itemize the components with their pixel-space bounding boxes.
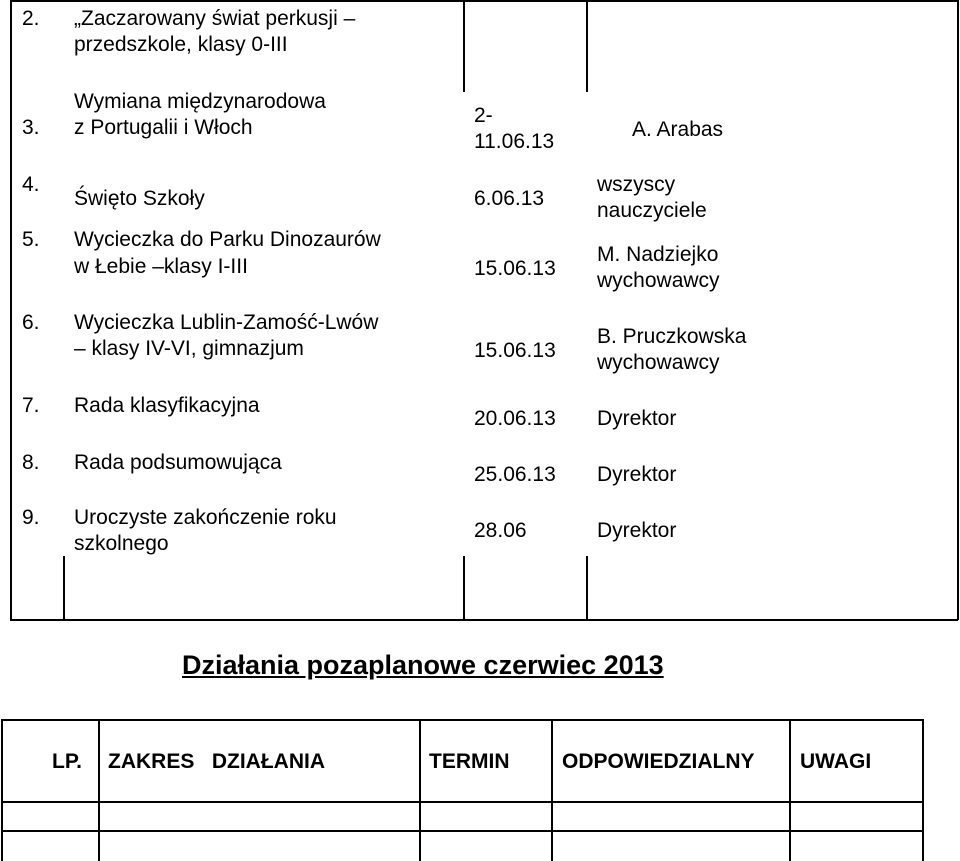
row-lp: 8. (22, 451, 40, 474)
row-lp: 7. (22, 394, 40, 417)
row-lp: 6. (22, 311, 40, 334)
row-lp: 3. (22, 116, 40, 139)
row-termin: 11.06.13 (474, 130, 555, 153)
table1-top-border (10, 0, 958, 2)
row-odp: wychowawcy (597, 351, 720, 374)
row-zakres: szkolnego (74, 532, 169, 555)
table2-col-divider-3 (551, 719, 553, 861)
row-odp: Dyrektor (597, 407, 677, 430)
row-lp: 2. (22, 7, 40, 30)
header-lp: LP. (52, 750, 82, 773)
row-termin: 15.06.13 (474, 339, 556, 362)
table2-col-divider-4 (789, 719, 791, 861)
row-zakres: Wycieczka do Parku Dinozaurów (74, 228, 381, 251)
table2-col-divider-1 (98, 719, 100, 861)
row-zakres: Rada klasyfikacyjna (74, 394, 260, 417)
row-zakres: Rada podsumowująca (74, 451, 282, 474)
table2-left-border (1, 719, 3, 861)
row-odp: wychowawcy (597, 269, 720, 292)
table2-row-divider (1, 830, 923, 832)
row-termin: 25.06.13 (474, 463, 556, 486)
row-odp: Dyrektor (597, 519, 677, 542)
row-termin: 15.06.13 (474, 257, 556, 280)
table1-left-border (10, 0, 12, 620)
row-termin: 28.06 (474, 519, 527, 542)
row-odp: Dyrektor (597, 463, 677, 486)
row-termin: 20.06.13 (474, 407, 556, 430)
row-termin: 2- (474, 104, 493, 127)
row-termin: 6.06.13 (474, 187, 545, 210)
row-zakres: przedszkole, klasy 0-III (74, 33, 288, 56)
table1-col-divider-2 (463, 0, 465, 92)
table1-col-divider-1 (63, 556, 65, 620)
header-uwagi: UWAGI (800, 750, 872, 773)
table2-header-bottom (1, 801, 923, 803)
row-zakres: Wymiana międzynarodowa (74, 90, 326, 113)
row-zakres: – klasy IV-VI, gimnazjum (74, 337, 304, 360)
table1-bottom-border (10, 619, 958, 621)
table1-col-divider-2b (463, 556, 465, 620)
table1-right-border (957, 0, 959, 620)
row-odp: A. Arabas (632, 118, 724, 141)
section-title: Działania pozaplanowe czerwiec 2013 (182, 650, 664, 680)
header-termin: TERMIN (429, 750, 510, 773)
row-odp: wszyscy (597, 173, 676, 196)
row-lp: 9. (22, 506, 40, 529)
row-zakres: Uroczyste zakończenie roku (74, 506, 337, 529)
row-zakres: „Zaczarowany świat perkusji – (74, 7, 356, 30)
table1-col-divider-3 (586, 0, 588, 92)
row-zakres: Święto Szkoły (74, 187, 205, 210)
row-odp: nauczyciele (597, 199, 707, 222)
header-odpowiedzialny: ODPOWIEDZIALNY (562, 750, 755, 773)
row-zakres: z Portugalii i Włoch (74, 116, 253, 139)
row-zakres: Wycieczka Lublin-Zamość-Lwów (74, 311, 379, 334)
table2-right-border (922, 719, 924, 861)
table2-top-border (1, 719, 923, 721)
table2-col-divider-2 (419, 719, 421, 861)
row-lp: 5. (22, 228, 40, 251)
row-zakres: w Łebie –klasy I-III (74, 255, 248, 278)
table1-col-divider-3b (586, 556, 588, 620)
row-odp: B. Pruczkowska (597, 325, 747, 348)
row-lp: 4. (22, 173, 40, 196)
header-zakres: ZAKRES DZIAŁANIA (108, 750, 325, 773)
row-odp: M. Nadziejko (597, 243, 719, 266)
